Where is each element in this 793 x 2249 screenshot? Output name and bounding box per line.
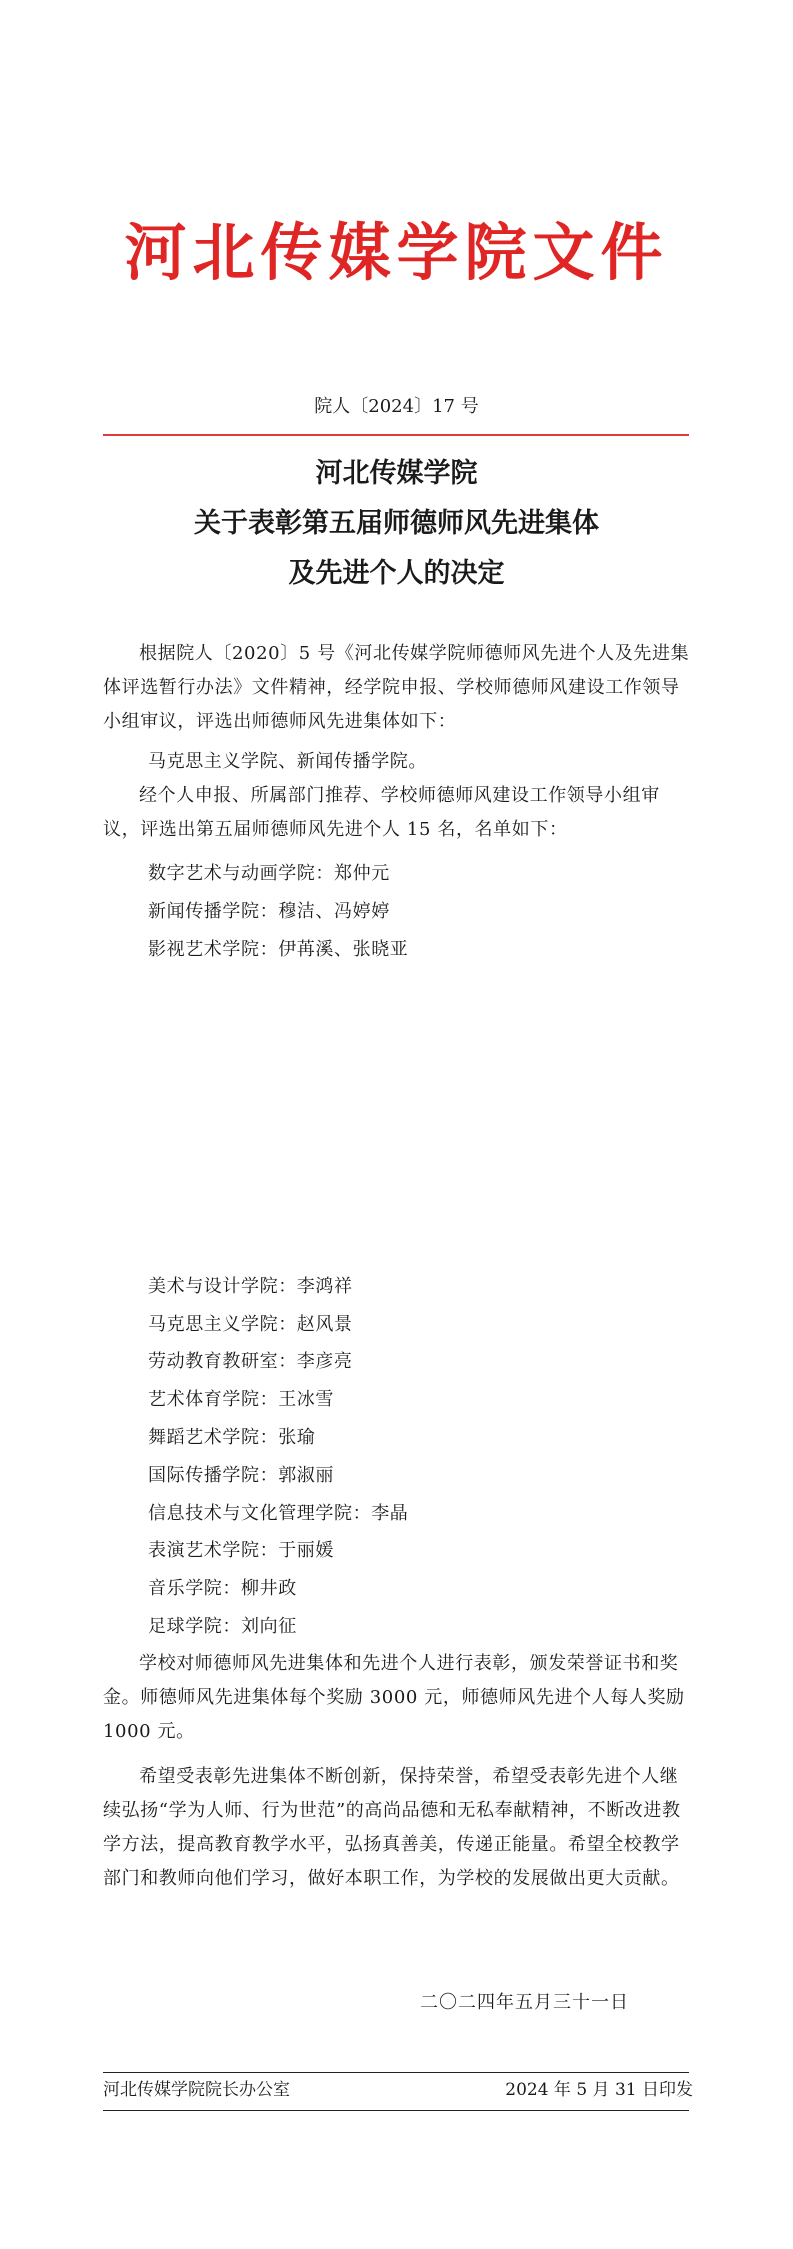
honoree-line: 国际传播学院：郭淑丽 [148,1465,334,1486]
honoree-line: 美术与设计学院：李鸿祥 [148,1276,353,1297]
paragraph-expectations: 希望受表彰先进集体不断创新，保持荣誉，希望受表彰先进个人继续弘扬“学为人师、行为世范”的高尚品德和无私奉献精神，不断改进教学方法，提高教育教学水平，弘扬真善美，传递正能量。希望全校教学部门和教师向他们学习，做好本职工作，为学校的发展做出更大贡献。 [103,1766,681,1889]
honoree-line: 马克思主义学院：赵风景 [148,1314,353,1335]
footer-issuing-office: 河北传媒学院院长办公室 [103,2080,290,2100]
collectives-list: 马克思主义学院、新闻传播学院。 [148,751,427,772]
title-line-2: 关于表彰第五届师德师风先进集体 [194,508,599,539]
honoree-line: 信息技术与文化管理学院：李晶 [148,1503,409,1524]
honoree-line: 表演艺术学院：于丽媛 [148,1540,334,1561]
honoree-line: 数字艺术与动画学院：郑仲元 [148,863,390,884]
paragraph-intro: 根据院人〔2020〕5 号《河北传媒学院师德师风先进个人及先进集体评选暂行办法》文件精神，经学院申报、学校师德师风建设工作领导小组审议，评选出师德师风先进集体如下： [103,643,690,732]
paragraph-individuals-intro: 经个人申报、所属部门推荐、学校师德师风建设工作领导小组审议，评选出第五届师德师风先进个人 15 名，名单如下： [103,785,660,840]
document-number: 院人〔2024〕17 号 [314,396,479,417]
honoree-line: 劳动教育教研室：李彦亮 [148,1351,353,1372]
title-line-3: 及先进个人的决定 [288,558,505,589]
footer-bottom-rule [103,2110,689,2111]
honoree-line: 艺术体育学院：王冰雪 [148,1389,334,1410]
footer-top-rule [103,2072,689,2073]
signing-date: 二〇二四年五月三十一日 [420,1992,629,2013]
document-header-title: 河北传媒学院文件 [124,216,669,289]
footer-print-date: 2024 年 5 月 31 日印发 [505,2080,693,2100]
honoree-line: 新闻传播学院：穆洁、冯婷婷 [148,901,390,922]
honoree-line: 音乐学院：柳井政 [148,1578,297,1599]
title-line-1: 河北传媒学院 [315,458,478,489]
paragraph-awards: 学校对师德师风先进集体和先进个人进行表彰，颁发荣誉证书和奖金。师德师风先进集体每个奖励 3000 元，师德师风先进个人每人奖励 1000 元。 [103,1653,685,1742]
honoree-line: 足球学院：刘向征 [148,1616,297,1637]
header-red-divider [103,434,689,436]
honoree-line: 舞蹈艺术学院：张瑜 [148,1427,316,1448]
honoree-line: 影视艺术学院：伊苒溪、张晓亚 [148,939,409,960]
